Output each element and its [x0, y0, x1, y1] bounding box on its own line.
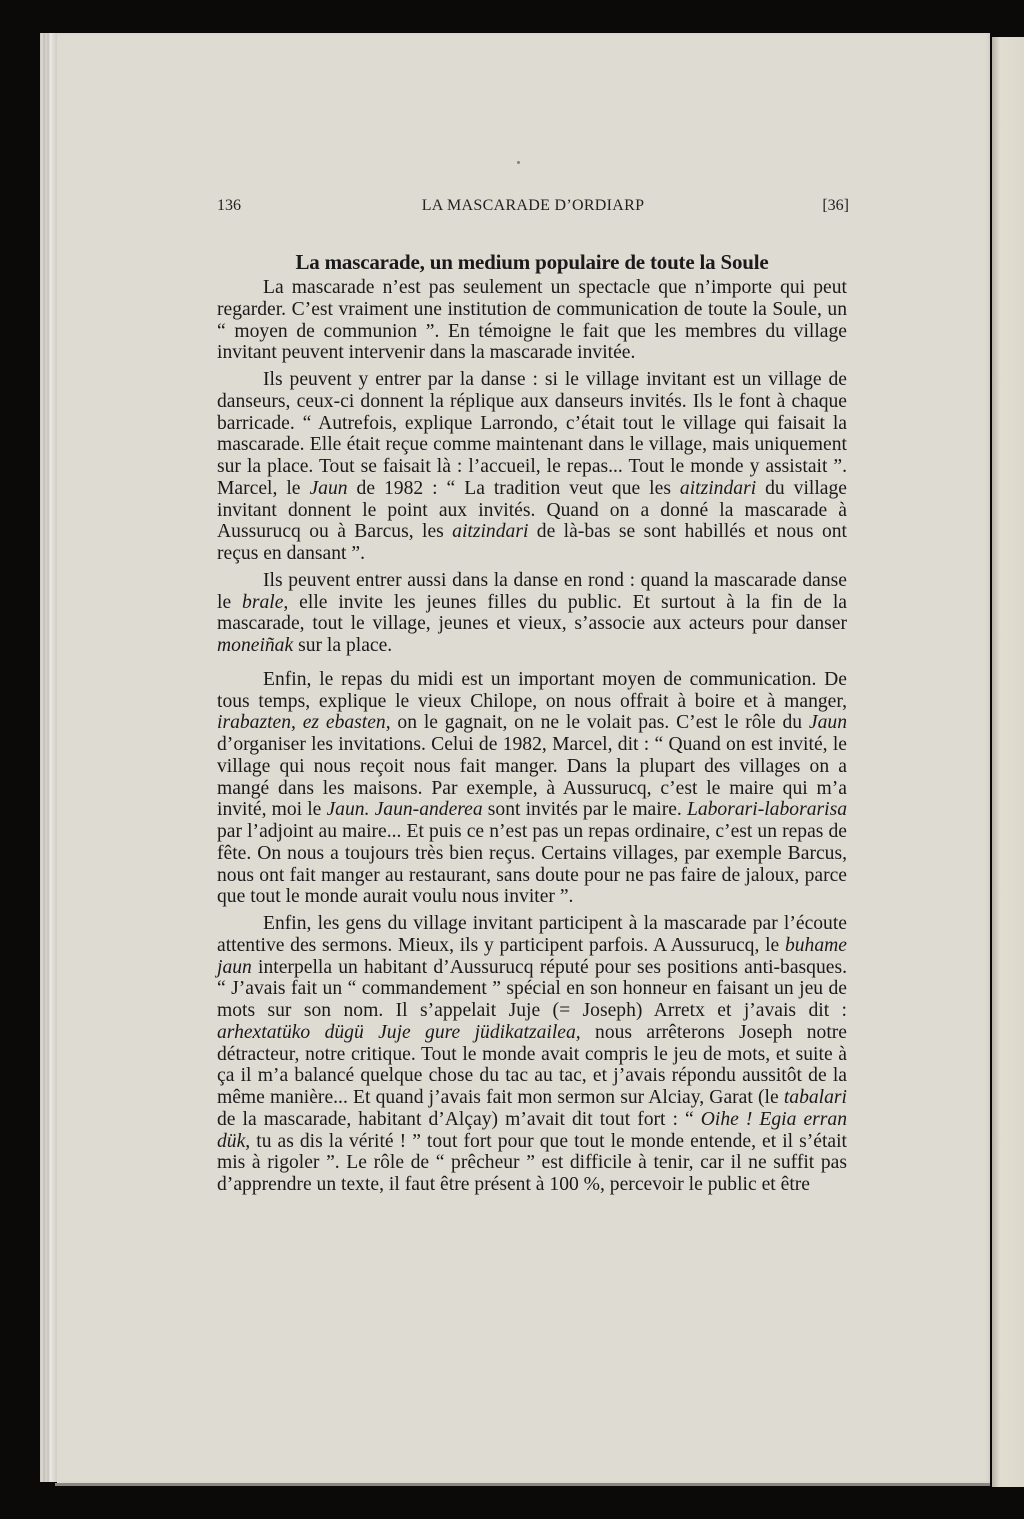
- italic-term: irabazten, ez ebasten,: [217, 712, 391, 734]
- text-run: d’organiser les invitations. Celui de 1982, Marcel, dit : “ Quand on est invité, le village qui nous reçoit nous fait manger. Dans la plupart des villages on a mangé dans les maisons. Par exemple, à Aussurucq, c’est le maire qui m’a invité, moi le: [217, 734, 847, 821]
- italic-term: Laborari-laborarisa: [686, 799, 847, 821]
- italic-term: aitzindari: [452, 521, 529, 543]
- paragraph: [217, 369, 847, 565]
- text-run: sont invités par le maire.: [482, 799, 687, 821]
- text-run: Ils peuvent entrer aussi dans la danse en rond : quand la mascarade danse le: [217, 569, 847, 613]
- text-run: tu as dis la vérité ! ” tout fort pour que tout le monde entende, et il s’était mis à rigoler ”. Le rôle de “ prêcheur ” est difficile à tenir, car il ne suffit pas d’apprendre un texte, il faut être présent à 100 %, percevoir le public et être: [217, 1130, 847, 1195]
- italic-term: tabalari: [783, 1087, 847, 1108]
- italic-term: buhame jaun: [217, 934, 847, 978]
- text-run: sur la place.: [293, 635, 393, 656]
- italic-term: arhextatüko dügü Juje gure jüdikatzailea,: [217, 1021, 581, 1043]
- italic-term: Jaun: [309, 477, 348, 499]
- italic-term: Jaun. Jaun-anderea: [326, 799, 483, 821]
- page-bottom-edge: [55, 1483, 990, 1486]
- facing-page-edge: [992, 37, 1024, 1487]
- running-head: [217, 197, 849, 219]
- text-run: elle invite les jeunes filles du public. Et surtout à la fin de la mascarade, tout le village, jeunes et vieux, s’associe aux acteurs pour danser: [217, 591, 848, 635]
- italic-term: brale,: [242, 591, 289, 613]
- text-run: nous arrêterons Joseph notre détracteur, notre critique. Tout le monde avait compris le jeu de mots, et suite à ça il m’a balancé quelque chose du tac au tac, et j’avais répondu aussitôt de la même manière... Et quand j’avais fait mon sermon sur Alciay, Garat (le: [217, 1021, 847, 1108]
- body-text: [217, 249, 847, 1196]
- text-run: de là-bas se sont habillés et nous ont reçus en dansant ”.: [217, 521, 847, 564]
- paper-speck: [517, 161, 520, 164]
- paragraph: [217, 277, 847, 364]
- paragraph: [217, 570, 847, 657]
- text-run: par l’adjoint au maire... Et puis ce n’est pas un repas ordinaire, c’est un repas de fête. On nous a toujours très bien reçus. Certains villages, par exemple Barcus, nous ont fait manger au restaurant, sans doute pour ne pas faire de jaloux, parce que tout le monde aurait voulu nous inviter ”.: [217, 821, 847, 908]
- paragraph: [217, 913, 847, 1196]
- section-number: [36]: [822, 197, 849, 214]
- text-run: La mascarade n’est pas seulement un spectacle que n’importe qui peut regarder. C’est vraiment une institution de communication de toute la Soule, un “ moyen de communion ”. En témoigne le fait que les membres du village invitant peuvent intervenir dans la mascarade invitée.: [217, 277, 847, 364]
- text-run: de la mascarade, habitant d’Alçay) m’avait dit tout fort : “: [217, 1108, 701, 1130]
- page-number: 136: [217, 197, 241, 214]
- text-run: on le gagnait, on ne le volait pas. C’est le rôle du: [390, 712, 809, 734]
- paragraph: [217, 669, 847, 908]
- italic-term: Jaun: [808, 712, 848, 734]
- italic-term: aitzindari: [679, 477, 757, 499]
- text-run: de 1982 : “ La tradition veut que les: [347, 477, 680, 499]
- italic-term: Oihe ! Egia erran dük,: [217, 1108, 847, 1152]
- text-run: Enfin, le repas du midi est un important moyen de communication. De tous temps, explique le vieux Chilope, on nous offrait à boire et à manger,: [217, 668, 847, 712]
- running-title: LA MASCARADE D’ORDIARP: [421, 197, 645, 214]
- section-title: La mascarade, un medium populaire de toute la Soule: [295, 250, 769, 274]
- page-stack-edges: [40, 33, 57, 1482]
- text-run: du village invitant donnent le point aux invités. Quand on a donné la mascarade à Aussurucq ou à Barcus, les: [217, 477, 847, 543]
- text-run: Enfin, les gens du village invitant participent à la mascarade par l’écoute attentive des sermons. Mieux, ils y participent parfois. A Aussurucq, le: [217, 913, 847, 956]
- text-run: Ils peuvent y entrer par la danse : si le village invitant est un village de danseurs, ceux-ci donnent la réplique aux danseurs invités. Ils le font à chaque barricade. “ Autrefois, explique Larrondo, c’était tout le village qui faisait la mascarade. Elle était reçue comme maintenant dans le village, mais uniquement sur la place. Tout se faisait là : l’accueil, le repas... Tout le monde y assistait ”. Marcel, le: [217, 369, 847, 499]
- text-run: interpella un habitant d’Aussurucq réputé pour ses positions anti-basques. “ J’avais fait un “ commandement ” spécial en son honneur en faisant un jeu de mots sur son nom. Il s’appelait Juje (= Joseph) Arretx et j’avais dit :: [217, 956, 847, 1021]
- italic-term: moneiñak: [217, 635, 294, 656]
